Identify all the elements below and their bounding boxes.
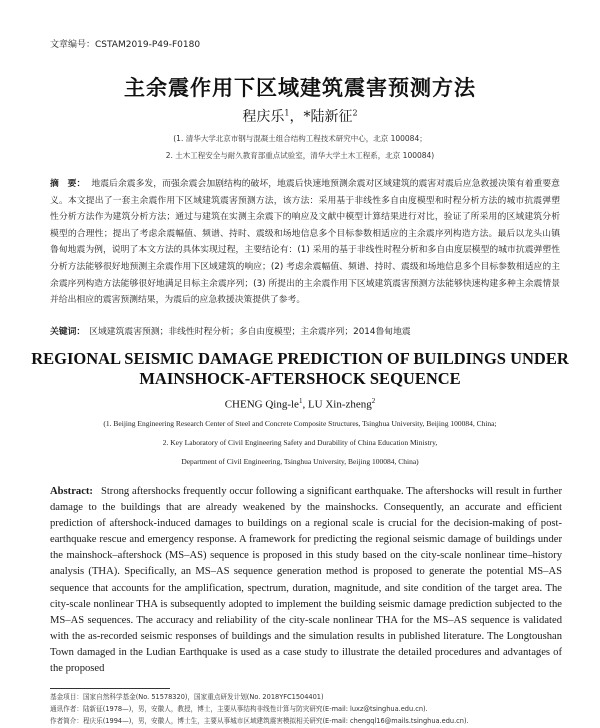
english-author-1-sup: 1 [298,397,303,405]
chinese-author-2-sup: 2 [352,108,358,118]
english-author-2: LU Xin-zheng [307,398,372,411]
chinese-author-1-sup: 1 [284,108,290,118]
english-abstract [50,484,562,677]
footnote-funding: 基金项目：国家自然科学基金(No. 51578320)，国家重点研发计划(No. 2018YFC1504401) [50,693,324,701]
english-title [0,349,600,389]
footnote-divider [50,688,170,689]
chinese-abstract-label: 摘 要： [50,179,86,189]
chinese-author-2: *陆新征 [303,109,353,125]
chinese-affiliation-2: 2. 土木工程安全与耐久教育部重点试验室，清华大学土木工程系，北京 100084) [165,151,435,160]
english-abstract-label: Abstract: [50,486,93,497]
english-authors [0,397,600,411]
english-affiliation-3: Department of Civil Engineering, Tsinghua University, Beijing 100084, China) [181,457,419,466]
chinese-author-separator: ， [289,109,304,125]
chinese-abstract [50,176,560,309]
chinese-title: 主余震作用下区域建筑震害预测方法 [124,76,476,100]
article-number: 文章编号：CSTAM2019-P49-F0180 [50,40,201,50]
chinese-keywords [50,324,560,337]
english-author-separator: , [302,398,308,411]
chinese-affiliation-1: (1. 清华大学北京市钢与混凝土组合结构工程技术研究中心，北京 100084； [173,134,427,143]
chinese-author-1: 程庆乐 [242,109,285,125]
english-affiliation-2: 2. Key Laboratory of Civil Engineering Safety and Durability of China Education Ministry, [162,438,438,447]
footnote-corresponding-author: 通讯作者：陆新征(1978—)，男，安徽人，教授，博士，主要从事结构非线性计算与防灾研究(E-mail: luxz@tsinghua.edu.cn). [50,705,428,713]
english-title-line-2: MAINSHOCK-AFTERSHOCK SEQUENCE [139,369,461,388]
chinese-keywords-label: 关键词： [50,327,86,337]
english-affiliation-1: (1. Beijing Engineering Research Center of Steel and Concrete Composite Structures, Tsinghua University, Beijing 100084, China; [103,419,497,428]
english-author-1: CHENG Qing-le [224,398,299,411]
english-title-line-1: REGIONAL SEISMIC DAMAGE PREDICTION OF BUILDINGS UNDER [31,349,569,368]
english-author-2-sup: 2 [371,397,376,405]
english-abstract-text: Strong aftershocks frequently occur following a significant earthquake. The aftershocks will result in further damage to the buildings that are already weakened by the mainshocks. Consequently, an accurate and efficient prediction of aftershock-induced damages to buildings on a regional scale is crucial for the decision-making of post-earthquake rescue and emergency response. A framework for predicting the regional seismic damage of buildings under the mainshock–aftershock (MS–AS) sequence is proposed in this study based on the city-scale nonlinear time–history analysis (THA). Specifically, an MS–AS sequence generation method is proposed to generate the potential MS–AS sequence that accounts for the amplification, spectrum, duration, magnitude, and site condition of the target area. The city-scale nonlinear THA is subsequently adopted to implement the building seismic damage prediction subjected to the MS–AS sequences. The accuracy and reliability of the city-scale nonlinear THA for the MS–AS sequence is validated with the as-recorded seismic responses of buildings and the simulation results in published literature. The Longtoushan Town damaged in the Ludian Earthquake is used as a case study to illustrate the detailed procedures and advantages of the proposed [50,486,562,675]
chinese-authors [0,106,600,126]
chinese-keywords-text: 区域建筑震害预测；非线性时程分析；多自由度模型；主余震序列；2014鲁甸地震 [89,327,411,337]
footnote-author-bio: 作者简介：程庆乐(1994—)，男，安徽人，博士生，主要从事城市区域建筑震害模拟相关研究(E-mail: chengql16@mails.tsinghua.edu.cn). [50,717,469,725]
chinese-abstract-text: 地震后余震多发，而强余震会加剧结构的破坏，地震后快速地预测余震对区域建筑的震害对震后应急救援决策有着重要意义。本文提出了一套主余震作用下区域建筑震害预测方法，该方法：采用基于非线性多自由度模型和时程分析方法的城市抗震弹塑性分析方法作为建筑分析方法；通过与建筑在实测主余震下的响应及文献中模型计算结果进行对比，验证了所采用的区域建筑分析模型的合理性；提出了考虑余震幅值、频谱、持时、震级和场地信息多个目标参数相适应的主余震序列构造方法。最后以龙头山镇鲁甸地震为例，说明了本文方法的具体实现过程，主要结论有：(1) 采用的基于非线性时程分析和多自由度层模型的城市抗震弹塑性分析方法能够很好地预测主余震作用下区域建筑的响应；(2) 考虑余震幅值、频谱、持时、震级和场地信息多个目标参数相适应的主余震序列构造方法能够很好地满足目标主余震序列；(3) 所提出的主余震作用下区域建筑震害预测方法能够快速构建多种主余震情景并给出相应的震害预测结果，为震后的应急救援决策提供了参考。 [50,179,560,306]
